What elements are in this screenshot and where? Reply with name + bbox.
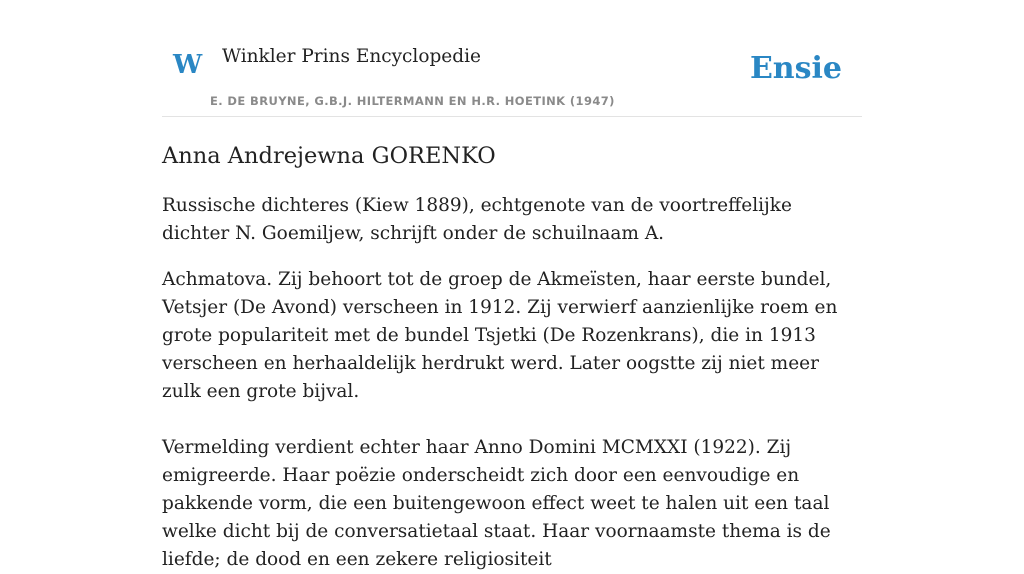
source-header [162,0,862,117]
page-container [162,0,862,574]
source-logo[interactable]: W [173,50,203,80]
brand-logo[interactable]: Ensie [749,51,842,86]
source-authors: E. DE BRUYNE, G.B.J. HILTERMANN EN H.R. HOETINK (1947) [210,94,615,108]
article-paragraph: Vermelding verdient echter haar Anno Domini MCMXXI (1922). Zij emigreerde. Haar poëzie onderscheidt zich door een eenvoudige en pakkende vorm, die een buitengewoon effect weet te halen uit een taal welke dicht bij de conversatietaal staat. Haar voornaamste thema is de liefde; de dood en een zekere religiositeit [162,437,831,570]
article-paragraph: Russische dichteres (Kiew 1889), echtgenote van de voortreffelijke dichter N. Goemiljew, schrijft onder de schuilnaam A. [162,195,792,244]
article-paragraph: Achmatova. Zij behoort tot de groep de Akmeïsten, haar eerste bundel, Vetsjer (De Avond) verscheen in 1912. Zij verwierf aanzienlijke roem en grote populariteit met de bundel Tsjetki (De Rozenkrans), die in 1913 verscheen en herhaaldelijk herdrukt werd. Later oogstte zij niet meer zulk een grote bijval. [162,269,838,402]
article-title: Anna Andrejewna GORENKO [162,143,496,169]
source-title[interactable]: Winkler Prins Encyclopedie [222,46,481,67]
